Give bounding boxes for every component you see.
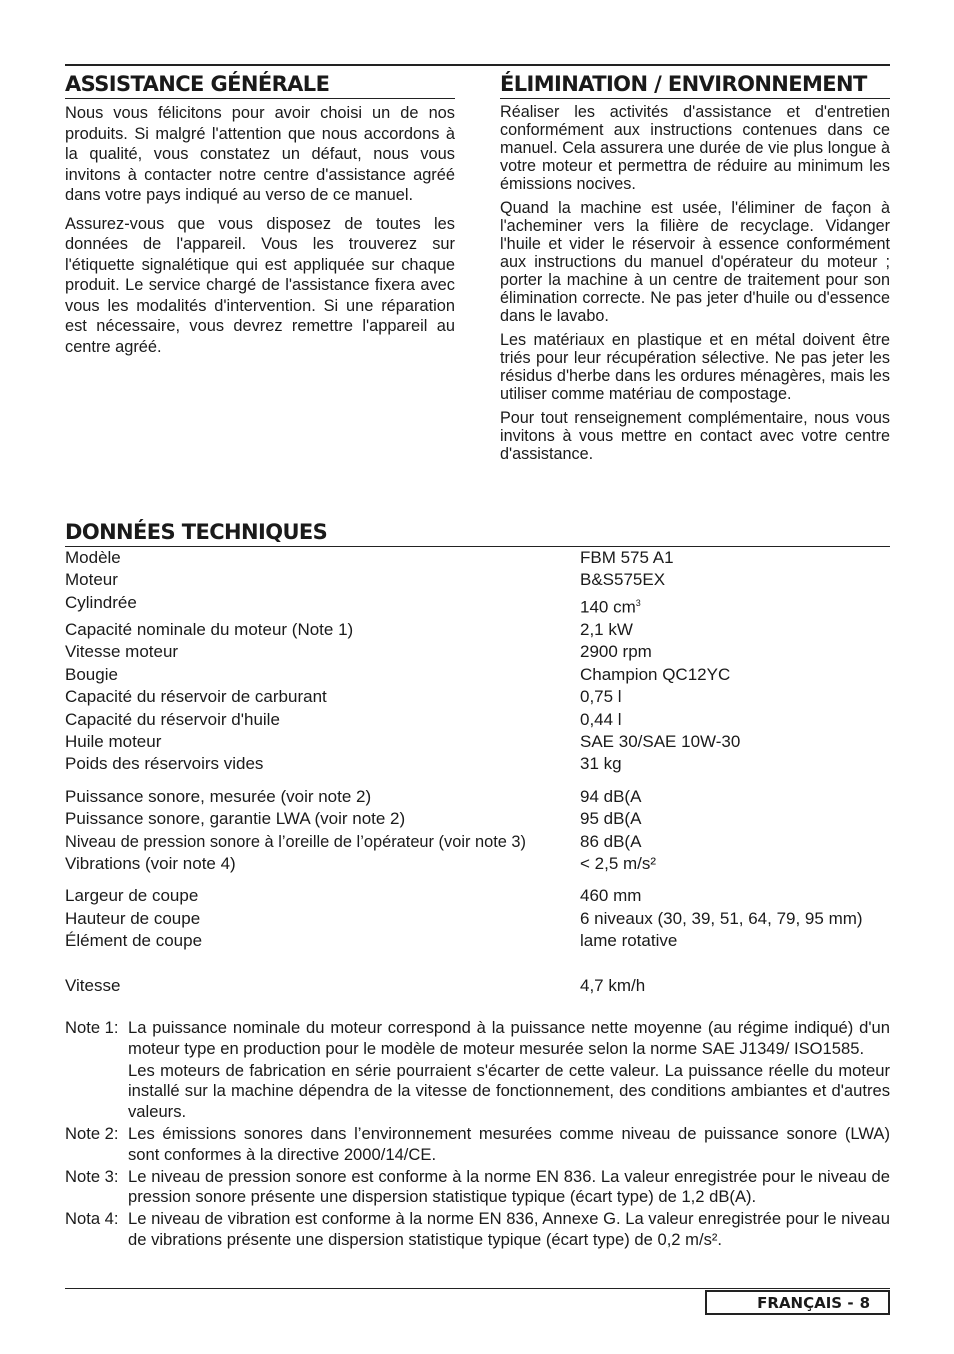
note-tag: Note 3: <box>65 1166 119 1186</box>
note-text: Le niveau de pression sonore est conforme à la norme EN 836. La valeur enregistrée pour le niveau de pression sonore présente une dispersion statistique typique (écart type) de 1,2 dB(A). <box>128 1166 890 1207</box>
page-number: 8 <box>859 1293 870 1312</box>
spec-row <box>65 908 890 930</box>
environment-paragraph: Réaliser les activités d'assistance et d'entretien conformément aux instructions contenues dans ce manuel. Cela assurera une durée de vie plus longue à votre moteur et permettra de réduire au minimum les émissions nocives. <box>500 103 890 193</box>
spec-label: Élément de coupe <box>65 931 203 951</box>
spec-row <box>65 786 890 808</box>
spec-label: Largeur de coupe <box>65 886 199 906</box>
spec-row <box>65 808 890 830</box>
spec-value: 31 kg <box>580 754 622 774</box>
spec-row <box>65 592 890 619</box>
assistance-section <box>65 70 455 357</box>
spec-label: Niveau de pression sonore à l’oreille de l’opérateur (voir note 3) <box>65 832 527 851</box>
spec-value: < 2,5 m/s² <box>580 853 657 873</box>
spec-row <box>65 686 890 708</box>
spec-label: Cylindrée <box>65 592 137 612</box>
spacer <box>65 776 890 786</box>
note-tag: Note 2: <box>65 1123 119 1143</box>
spec-value: Champion QC12YC <box>580 664 731 684</box>
spec-row <box>65 731 890 753</box>
spec-value <box>580 592 890 619</box>
spec-value: 95 dB(A <box>580 809 642 829</box>
spec-label: Bougie <box>65 664 118 684</box>
spec-row <box>65 885 890 907</box>
spec-row <box>65 547 890 569</box>
spec-label: Vitesse <box>65 975 121 995</box>
spec-value: lame rotative <box>580 931 678 951</box>
spec-value: FBM 575 A1 <box>580 548 674 567</box>
spec-row <box>65 753 890 775</box>
spacer <box>65 875 890 885</box>
spec-label: Capacité nominale du moteur (Note 1) <box>65 619 354 639</box>
environment-paragraph: Les matériaux en plastique et en métal doivent être triés pour leur récupération sélective. Ne pas jeter les résidus d'herbe dans les ordures ménagères, mais les utiliser comme matériau de compostage. <box>500 331 890 403</box>
spec-label: Modèle <box>65 548 121 567</box>
note-tag: Note 1: <box>65 1018 119 1037</box>
note-text: La puissance nominale du moteur correspond à la puissance nette moyenne (au régime indiqué) d'un moteur type en production pour le modèle de moteur mesurée selon la norme SAE J1349/ ISO1585. <box>128 1018 890 1058</box>
spec-row <box>65 664 890 686</box>
spec-value: 4,7 km/h <box>580 975 646 995</box>
spec-label: Puissance sonore, mesurée (voir note 2) <box>65 786 372 806</box>
top-rule <box>65 64 890 66</box>
spec-value: B&S575EX <box>580 570 666 590</box>
spec-label: Poids des réservoirs vides <box>65 754 264 774</box>
spec-value: 0,75 l <box>580 687 622 707</box>
spec-value: 460 mm <box>580 886 642 906</box>
spec-value: 86 dB(A <box>580 831 642 851</box>
spec-row <box>65 709 890 731</box>
spec-group-speed <box>65 975 890 997</box>
spec-label: Huile moteur <box>65 731 162 751</box>
spec-label: Capacité du réservoir de carburant <box>65 687 327 707</box>
environment-paragraph: Quand la machine est usée, l'éliminer de façon à l'acheminer vers la filière de recyclage. Vidanger l'huile et vider le réservoir à essence conformément aux instructions du manuel d'opérateur du moteur ; porter la machine à un centre de traitement pour son élimination correcte. Ne pas jeter d'huile ou d'essence dans le lavabo. <box>500 199 890 325</box>
footer-language: FRANÇAIS - <box>757 1293 854 1312</box>
spec-label: Hauteur de coupe <box>65 908 201 928</box>
spec-label: Vitesse moteur <box>65 642 179 662</box>
notes-section <box>65 1018 890 1252</box>
note-2 <box>65 1124 890 1166</box>
spec-value-text: 140 cm <box>580 597 636 617</box>
spec-row <box>65 569 890 591</box>
spacer <box>65 953 890 975</box>
spec-value: 2,1 kW <box>580 619 633 639</box>
note-4 <box>65 1209 890 1251</box>
spec-row <box>65 853 890 875</box>
spec-value: 2900 rpm <box>580 642 652 662</box>
superscript: 3 <box>635 597 641 608</box>
spec-value: 94 dB(A <box>580 786 642 806</box>
note-1-continuation: Les moteurs de fabrication en série pourraient s'écarter de cette valeur. La puissance réelle du moteur installé sur la machine dépendra de la vitesse de fonctionnement, des conditions ambiantes et d'autres valeurs. <box>128 1060 890 1122</box>
technical-data-section <box>65 518 890 997</box>
page-footer <box>705 1290 890 1315</box>
assistance-paragraph: Nous vous félicitons pour avoir choisi un de nos produits. Si malgré l'attention que nous accordons à la qualité, vous constatez un défaut, nous vous invitons à contacter notre centre d'assistance agréé dans votre pays indiqué au verso de ce manuel. <box>65 104 455 204</box>
spec-row <box>65 930 890 952</box>
environment-paragraph: Pour tout renseignement complémentaire, nous vous invitons à vous mettre en contact avec votre centre d'assistance. <box>500 409 890 463</box>
spec-label: Puissance sonore, garantie LWA (voir note 2) <box>65 809 406 829</box>
note-text: Le niveau de vibration est conforme à la norme EN 836, Annexe G. La valeur enregistrée pour le niveau de vibrations présente une dispersion statistique typique (écart type) de 0,2 m/s². <box>128 1209 890 1249</box>
environment-heading: ÉLIMINATION / ENVIRONNEMENT <box>500 70 890 99</box>
note-3 <box>65 1167 890 1209</box>
spec-row <box>65 975 890 997</box>
spec-value: SAE 30/SAE 10W-30 <box>580 731 741 751</box>
spec-label: Vibrations (voir note 4) <box>65 853 236 873</box>
bottom-rule <box>65 1288 890 1289</box>
spec-row <box>65 619 890 641</box>
note-tag: Nota 4: <box>65 1209 119 1229</box>
note-text: Les émissions sonores dans l’environnement mesurées comme niveau de puissance sonore (LWA) sont conformes à la directive 2000/14/CE. <box>128 1123 890 1164</box>
spec-value: 0,44 l <box>580 709 622 729</box>
spec-group-engine <box>65 547 890 776</box>
environment-section <box>500 70 890 463</box>
spec-row <box>65 831 890 853</box>
spec-group-cutting <box>65 885 890 952</box>
assistance-heading: ASSISTANCE GÉNÉRALE <box>65 70 455 99</box>
technical-data-heading: DONNÉES TECHNIQUES <box>65 518 890 547</box>
spec-group-noise <box>65 786 890 876</box>
spec-value: 6 niveaux (30, 39, 51, 64, 79, 95 mm) <box>580 908 863 928</box>
spec-label: Capacité du réservoir d'huile <box>65 709 280 729</box>
assistance-paragraph: Assurez-vous que vous disposez de toutes les données de l'appareil. Vous les trouverez sur l'étiquette signalétique qui est appliquée sur chaque produit. Le service chargé de l'assistance fixera avec vous les modalités d'intervention. Si une réparation est nécessaire, vous devrez remettre l'appareil au centre agréé. <box>65 214 455 356</box>
spec-label: Moteur <box>65 570 118 590</box>
spec-row <box>65 641 890 663</box>
note-1 <box>65 1018 890 1060</box>
